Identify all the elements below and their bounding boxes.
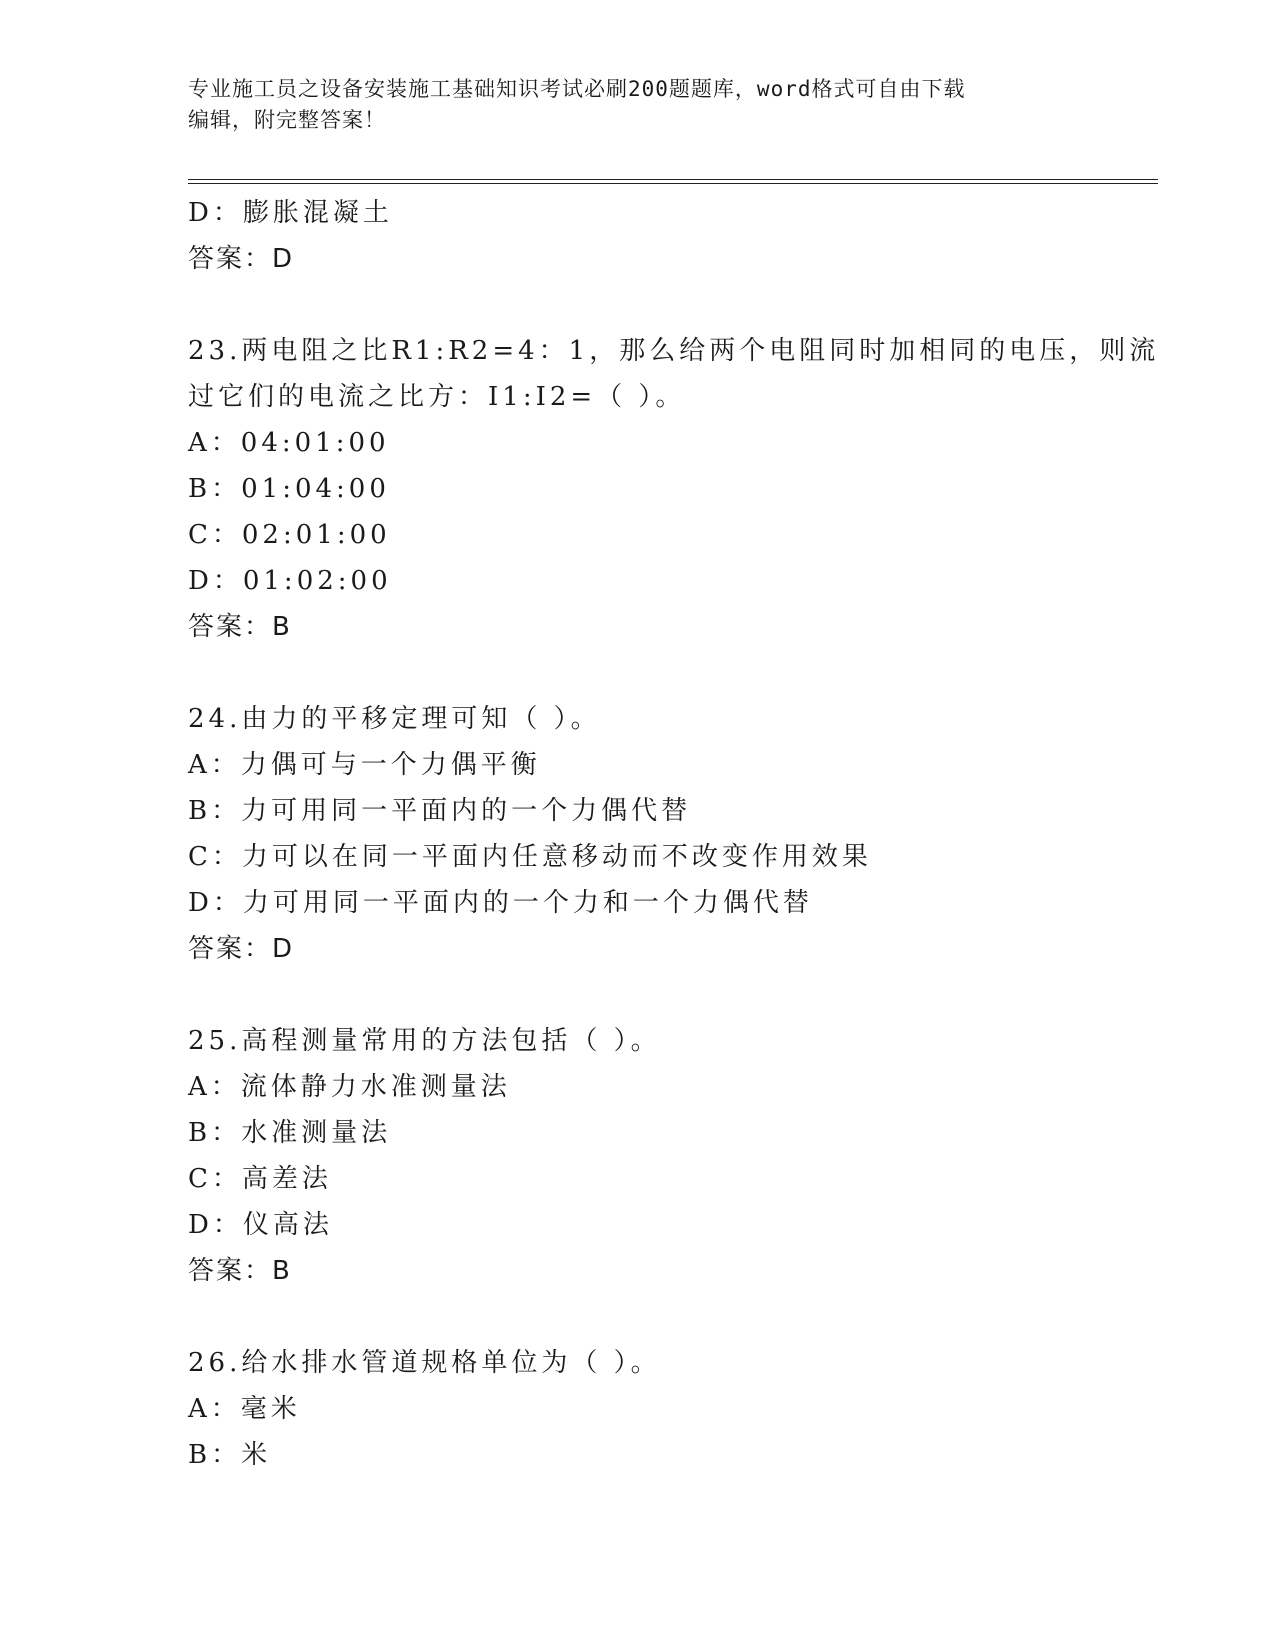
option-a: A：流体静力水准测量法 xyxy=(188,1072,511,1102)
option-d: D：01:02:00 xyxy=(188,566,392,596)
question-23 xyxy=(188,328,1160,650)
question-list xyxy=(188,190,1160,1478)
question-stem: 24.由力的平移定理可知（ ）。 xyxy=(188,704,601,734)
question-26 xyxy=(188,1340,1148,1478)
option-d: D：仪高法 xyxy=(188,1210,333,1240)
question-stem-line-1: 23.两电阻之比R1:R2=4：1，那么给两个电阻同时加相同的电压，则流 xyxy=(188,336,1160,366)
spacer xyxy=(188,282,1148,328)
option-c: C：02:01:00 xyxy=(188,520,391,550)
option-b: B：力可用同一平面内的一个力偶代替 xyxy=(188,796,692,826)
option-c: C：高差法 xyxy=(188,1164,332,1194)
answer-line: 答案：B xyxy=(188,1256,292,1286)
spacer xyxy=(188,972,1148,1018)
option-b: B：水准测量法 xyxy=(188,1118,392,1148)
question-stem: 25.高程测量常用的方法包括（ ）。 xyxy=(188,1026,661,1056)
answer-line: 答案：B xyxy=(188,612,292,642)
document-header xyxy=(188,74,1068,136)
spacer xyxy=(188,650,1148,696)
option-d: D：力可用同一平面内的一个力和一个力偶代替 xyxy=(188,888,813,918)
option-a: A：04:01:00 xyxy=(188,428,390,458)
option-a: A：力偶可与一个力偶平衡 xyxy=(188,750,541,780)
header-title-line-1: 专业施工员之设备安装施工基础知识考试必刷200题题库，word格式可自由下载 xyxy=(188,77,966,101)
question-stem-line-2: 过它们的电流之比方：I1:I2=（ ）。 xyxy=(188,382,686,412)
question-24 xyxy=(188,696,1148,972)
header-divider-top xyxy=(188,179,1158,180)
option-b: B：01:04:00 xyxy=(188,474,390,504)
question-25 xyxy=(188,1018,1148,1294)
option-a: A：毫米 xyxy=(188,1394,301,1424)
question-22-tail xyxy=(188,190,1148,282)
option-b: B：米 xyxy=(188,1440,272,1470)
spacer xyxy=(188,1294,1148,1340)
option-d: D：膨胀混凝土 xyxy=(188,198,393,228)
answer-line: 答案：D xyxy=(188,934,295,964)
option-c: C：力可以在同一平面内任意移动而不改变作用效果 xyxy=(188,842,872,872)
header-divider-bottom xyxy=(188,183,1158,184)
header-title-line-2: 编辑，附完整答案！ xyxy=(188,108,386,132)
answer-line: 答案：D xyxy=(188,244,295,274)
question-stem: 26.给水排水管道规格单位为（ ）。 xyxy=(188,1348,661,1378)
